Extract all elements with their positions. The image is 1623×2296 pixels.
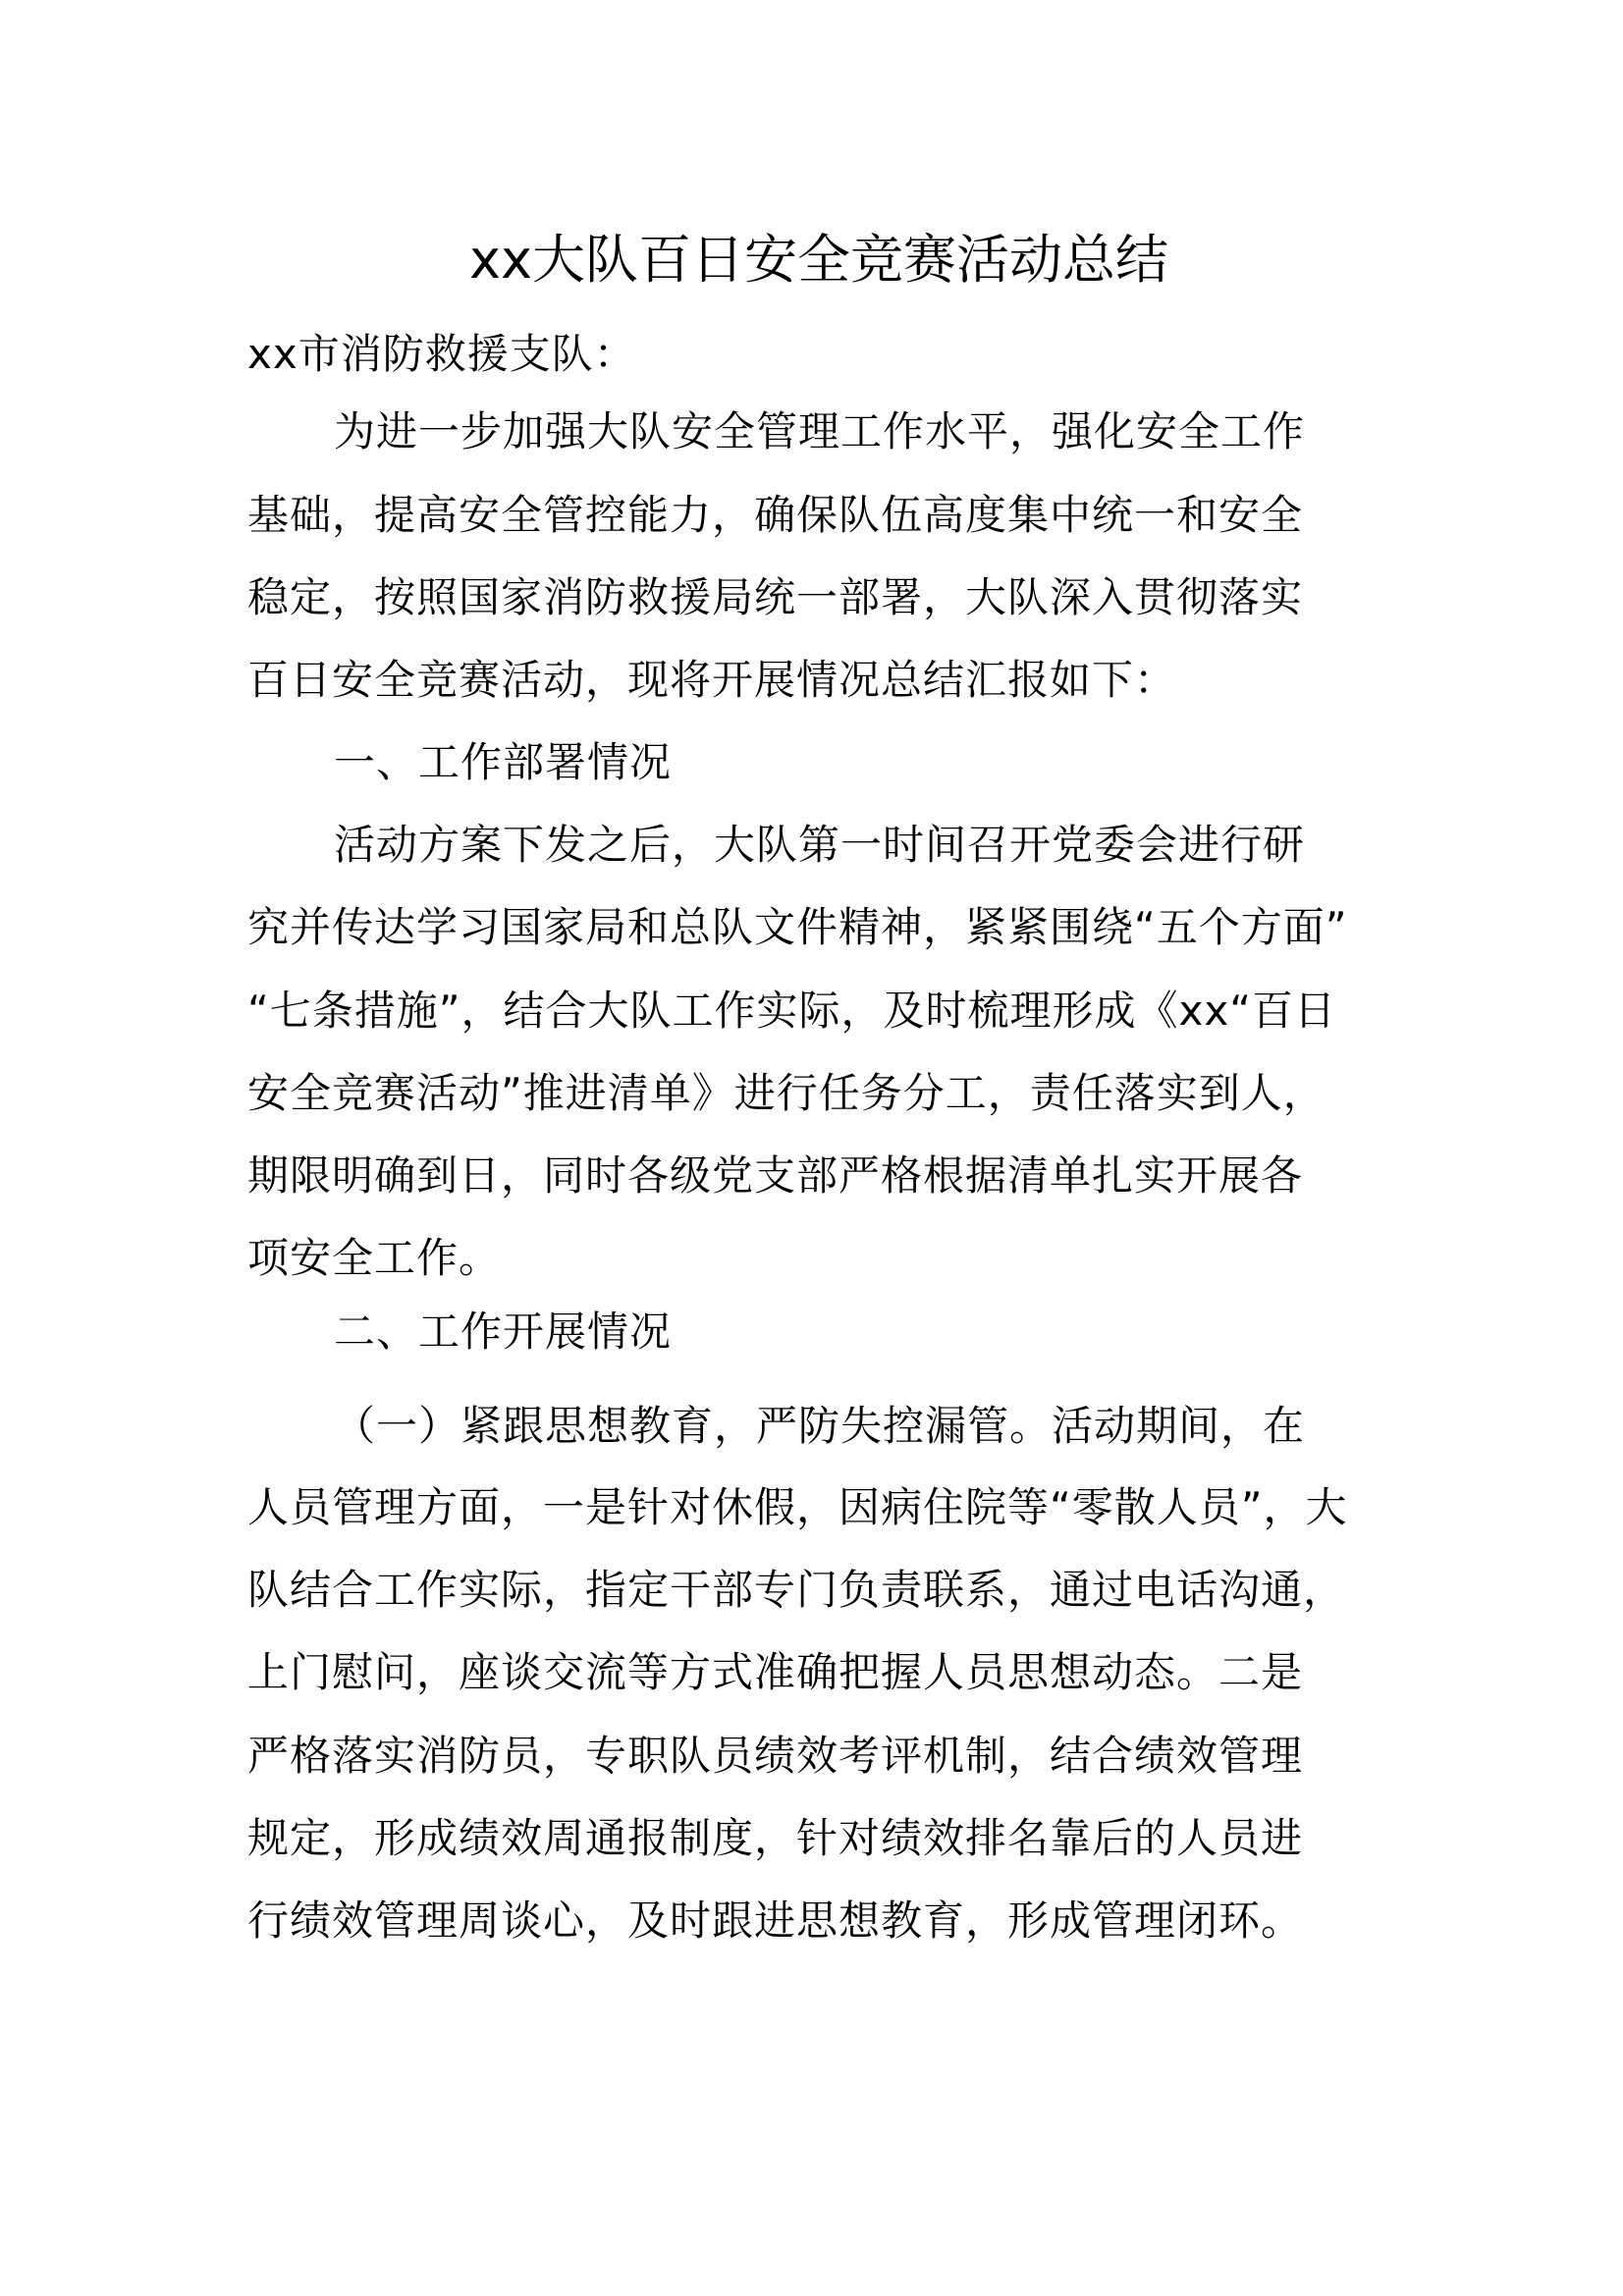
- paragraph-line: 基础，提高安全管控能力，确保队伍高度集中统一和安全: [247, 491, 1304, 539]
- paragraph-line: 百日安全竞赛活动，现将开展情况总结汇报如下：: [247, 656, 1177, 704]
- paragraph-line: 队结合工作实际，指定干部专门负责联系，通过电话沟通，: [247, 1566, 1346, 1614]
- paragraph-line: 究并传达学习国家局和总队文件精神，紧紧围绕“五个方面”: [247, 903, 1348, 951]
- section-heading: 二、工作开展情况: [334, 1308, 673, 1356]
- paragraph-line: （一）紧跟思想教育，严防失控漏管。活动期间，在: [334, 1402, 1306, 1450]
- paragraph-line: “七条措施”，结合大队工作实际，及时梳理形成《xx“百日: [247, 987, 1336, 1035]
- salutation: xx市消防救援支队：: [247, 330, 636, 378]
- paragraph-line: 稳定，按照国家消防救援局统一部署，大队深入贯彻落实: [247, 573, 1304, 621]
- paragraph-line: 为进一步加强大队安全管理工作水平，强化安全工作: [334, 407, 1306, 455]
- paragraph-line: 安全竞赛活动”推进清单》进行任务分工，责任落实到人，: [247, 1069, 1325, 1117]
- paragraph-line: 期限明确到日，同时各级党支部严格根据清单扎实开展各: [247, 1151, 1304, 1200]
- paragraph-line: 规定，形成绩效周通报制度，针对绩效排名靠后的人员进: [247, 1814, 1304, 1862]
- paragraph-line: 上门慰问，座谈交流等方式准确把握人员思想动态。二是: [247, 1648, 1304, 1696]
- paragraph-line: 行绩效管理周谈心，及时跟进思想教育，形成管理闭环。: [247, 1896, 1304, 1945]
- document-title: xx大队百日安全竞赛活动总结: [469, 229, 1168, 291]
- section-heading: 一、工作部署情况: [334, 738, 673, 786]
- paragraph-line: 人员管理方面，一是针对休假，因病住院等“零散人员”，大: [247, 1483, 1348, 1531]
- paragraph-line: 项安全工作。: [247, 1234, 502, 1282]
- paragraph-line: 活动方案下发之后，大队第一时间召开党委会进行研: [334, 821, 1306, 869]
- paragraph-line: 严格落实消防员，专职队员绩效考评机制，结合绩效管理: [247, 1732, 1304, 1780]
